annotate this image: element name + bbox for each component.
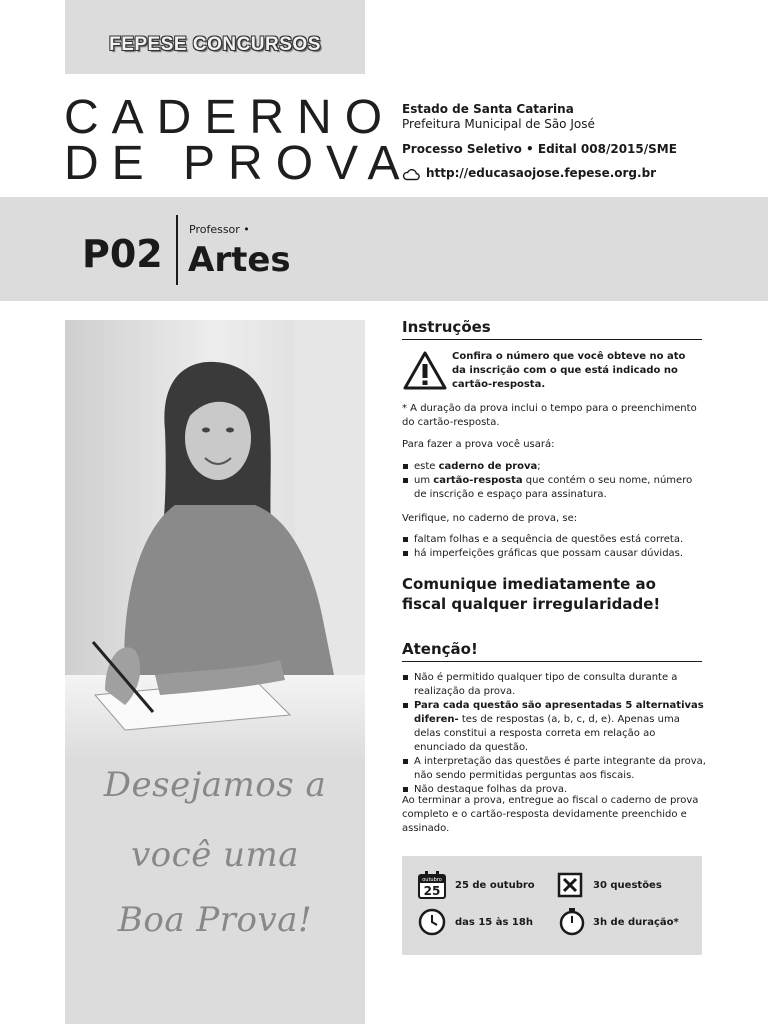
title-line-2: DE PROVA	[64, 137, 413, 190]
calendar-icon	[417, 870, 447, 900]
clock-icon	[417, 907, 447, 937]
subject-title: Artes	[188, 240, 291, 280]
fepese-logo: FEPESE CONCURSOS	[109, 34, 321, 55]
instructions-title: Instruções	[402, 318, 702, 340]
calendar-month: outubro	[422, 877, 442, 883]
attention-title: Atenção!	[402, 640, 702, 662]
materials-list	[402, 460, 706, 502]
duration-note: * A duração da prova inclui o tempo para o preenchimento do cartão-resposta.	[402, 403, 697, 428]
process-info: Processo Seletivo • Edital 008/2015/SME	[402, 142, 677, 156]
verify-list	[402, 533, 706, 561]
list-item: faltam folhas e a sequência de questões está correta.	[402, 533, 706, 547]
list-item: A interpretação das questões é parte integrante da prova, não sendo permitidas perguntas aos fiscais.	[402, 755, 706, 783]
exam-info-box	[402, 856, 702, 955]
role-label: Professor •	[189, 223, 250, 236]
call-to-action	[402, 574, 702, 614]
call-line-1: Comunique imediatamente ao	[402, 575, 656, 593]
warning-text: Confira o número que você obteve no ato da inscrição com o que está indicado no cartão-resposta.	[452, 351, 686, 390]
question-count: 30 questões	[593, 880, 662, 891]
materials-intro: Para fazer a prova você usará:	[402, 439, 555, 450]
band-divider	[176, 215, 178, 285]
title-line-1: CADERNO	[64, 91, 396, 144]
state-name: Estado de Santa Catarina	[402, 102, 574, 116]
checkbox-x-icon	[557, 872, 583, 898]
wish-line-2: você uma	[130, 835, 300, 875]
exam-code: P02	[82, 232, 163, 276]
list-item: um cartão-resposta que contém o seu nome, número de inscrição e espaço para assinatura.	[402, 474, 706, 502]
website-link[interactable]	[402, 166, 656, 181]
calendar-day: 25	[423, 884, 441, 898]
photo-column	[65, 320, 365, 1024]
logo-box	[65, 0, 365, 74]
wish-line-1: Desejamos a	[103, 765, 327, 805]
cloud-icon	[402, 167, 420, 181]
exam-hours: das 15 às 18h	[455, 917, 533, 928]
exam-duration: 3h de duração*	[593, 917, 679, 928]
attention-list	[402, 671, 706, 797]
list-item: Não destaque folhas da prova.	[402, 783, 706, 797]
stopwatch-icon	[557, 906, 587, 936]
list-item: Não é permitido qualquer tipo de consulta durante a realização da prova.	[402, 671, 706, 699]
list-item: Para cada questão são apresentadas 5 alternativas diferen- tes de respostas (a, b, c, d, e). Apenas uma delas constitui a resposta correta em relação ao enunciado da questão.	[402, 699, 706, 755]
list-item: há imperfeições gráficas que possam causar dúvidas.	[402, 547, 706, 561]
warning-icon	[403, 351, 447, 391]
call-line-2: fiscal qualquer irregularidade!	[402, 595, 661, 613]
prefeitura-name: Prefeitura Municipal de São José	[402, 117, 595, 131]
list-item: este caderno de prova;	[402, 460, 706, 474]
exam-date: 25 de outubro	[455, 880, 535, 891]
final-instructions: Ao terminar a prova, entregue ao fiscal o caderno de prova completo e o cartão-resposta devidamente preenchido e assinado.	[402, 795, 699, 834]
wish-line-3: Boa Prova!	[117, 900, 313, 940]
verify-intro: Verifique, no caderno de prova, se:	[402, 513, 578, 524]
student-photo	[65, 320, 365, 760]
website-url[interactable]: http://educasaojose.fepese.org.br	[426, 166, 657, 180]
